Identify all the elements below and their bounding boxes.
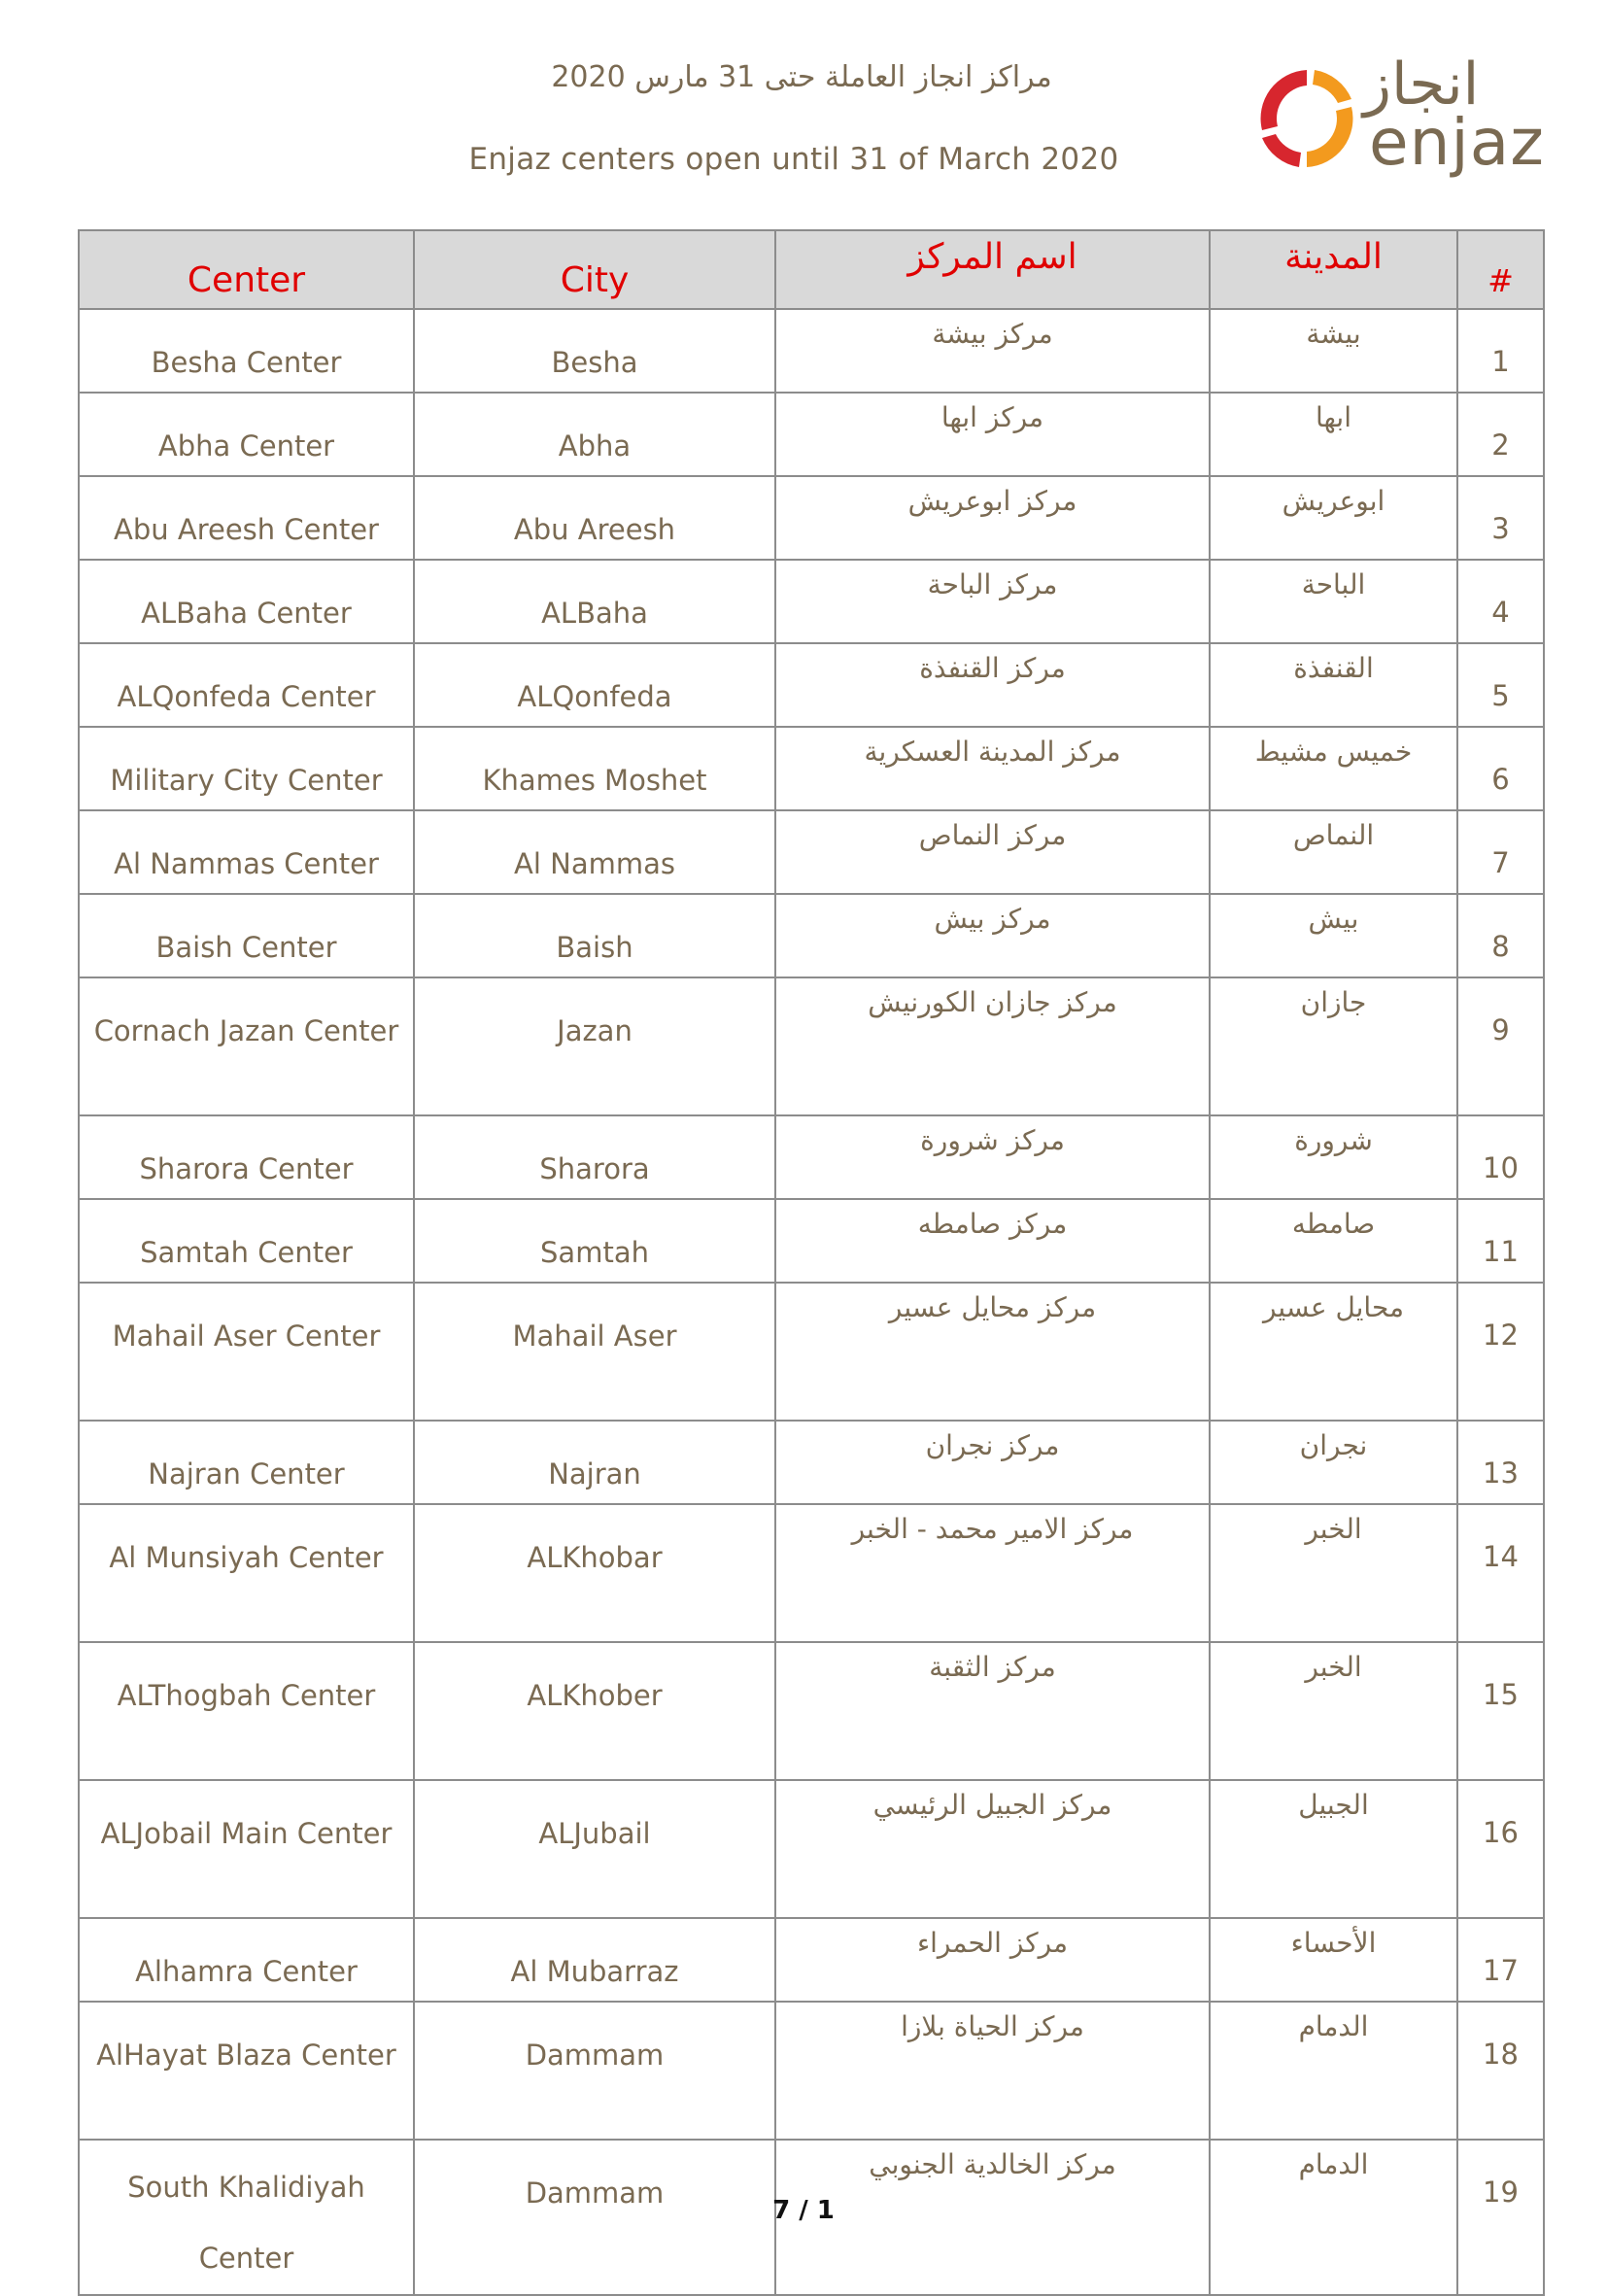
- table-row: [79, 977, 1544, 1115]
- cell-city-arabic: بيشة: [1210, 309, 1457, 393]
- table-row: [79, 1780, 1544, 1918]
- cell-center-arabic: مركز الحمراء: [775, 1918, 1210, 2002]
- table-row: [79, 476, 1544, 560]
- logo-text-english: enjaz: [1369, 105, 1545, 180]
- table-row: [79, 393, 1544, 476]
- cell-number: 13: [1457, 1421, 1544, 1504]
- cell-center: South Khalidiyah Center: [79, 2140, 414, 2295]
- table-row: [79, 1918, 1544, 2002]
- cell-city: Jazan: [414, 977, 775, 1115]
- table-row: [79, 1642, 1544, 1780]
- cell-number: 17: [1457, 1918, 1544, 2002]
- cell-city-arabic: القنفذة: [1210, 643, 1457, 727]
- table-header-row: [79, 230, 1544, 309]
- header-city: City: [414, 230, 775, 309]
- cell-city-arabic: الدمام: [1210, 2002, 1457, 2140]
- table-row: [79, 1115, 1544, 1199]
- cell-city-arabic: ابوعريش: [1210, 476, 1457, 560]
- cell-city: ALJubail: [414, 1780, 775, 1918]
- cell-city: Sharora: [414, 1115, 775, 1199]
- cell-city-arabic: الخبر: [1210, 1504, 1457, 1642]
- cell-center-arabic: مركز المدينة العسكرية: [775, 727, 1210, 810]
- cell-number: 15: [1457, 1642, 1544, 1780]
- logo-text-arabic: انجاز: [1363, 51, 1480, 119]
- cell-center-arabic: مركز النماص: [775, 810, 1210, 894]
- cell-city-arabic: الدمام: [1210, 2140, 1457, 2295]
- cell-city-arabic: نجران: [1210, 1421, 1457, 1504]
- cell-city-arabic: الخبر: [1210, 1642, 1457, 1780]
- cell-center-arabic: مركز محايل عسير: [775, 1283, 1210, 1421]
- cell-number: 11: [1457, 1199, 1544, 1283]
- cell-center-arabic: مركز جازان الكورنيش: [775, 977, 1210, 1115]
- header-number: #: [1457, 230, 1544, 309]
- cell-number: 2: [1457, 393, 1544, 476]
- cell-number: 16: [1457, 1780, 1544, 1918]
- cell-center-arabic: مركز الجبيل الرئيسي: [775, 1780, 1210, 1918]
- cell-center-arabic: مركز نجران: [775, 1421, 1210, 1504]
- cell-city: ALKhobar: [414, 1504, 775, 1642]
- cell-city: Najran: [414, 1421, 775, 1504]
- cell-city-arabic: الجبيل: [1210, 1780, 1457, 1918]
- cell-city-arabic: صامطه: [1210, 1199, 1457, 1283]
- cell-center: Besha Center: [79, 309, 414, 393]
- cell-city-arabic: شرورة: [1210, 1115, 1457, 1199]
- cell-center: Mahail Aser Center: [79, 1283, 414, 1421]
- cell-center-arabic: مركز صامطه: [775, 1199, 1210, 1283]
- cell-number: 1: [1457, 309, 1544, 393]
- page-title-arabic: مراكز انجاز العاملة حتى 31 مارس 2020: [551, 60, 1052, 94]
- cell-city-arabic: محايل عسير: [1210, 1283, 1457, 1421]
- cell-number: 14: [1457, 1504, 1544, 1642]
- cell-center: Cornach Jazan Center: [79, 977, 414, 1115]
- cell-center-arabic: مركز ابها: [775, 393, 1210, 476]
- cell-center-arabic: مركز ابوعريش: [775, 476, 1210, 560]
- cell-city-arabic: جازان: [1210, 977, 1457, 1115]
- cell-center: ALBaha Center: [79, 560, 414, 643]
- cell-city: Besha: [414, 309, 775, 393]
- table-row: [79, 1199, 1544, 1283]
- cell-center-arabic: مركز القنفذة: [775, 643, 1210, 727]
- cell-center: Najran Center: [79, 1421, 414, 1504]
- cell-city-arabic: الأحساء: [1210, 1918, 1457, 2002]
- cell-number: 7: [1457, 810, 1544, 894]
- table-row: [79, 1283, 1544, 1421]
- page-number: 7 / 1: [772, 2196, 835, 2225]
- cell-city: ALKhober: [414, 1642, 775, 1780]
- table-row: [79, 1421, 1544, 1504]
- cell-city-arabic: النماص: [1210, 810, 1457, 894]
- cell-number: 10: [1457, 1115, 1544, 1199]
- cell-number: 4: [1457, 560, 1544, 643]
- cell-center: Samtah Center: [79, 1199, 414, 1283]
- table-row: [79, 727, 1544, 810]
- cell-center: Abu Areesh Center: [79, 476, 414, 560]
- header-center: Center: [79, 230, 414, 309]
- cell-city: Mahail Aser: [414, 1283, 775, 1421]
- cell-center-arabic: مركز بيش: [775, 894, 1210, 977]
- cell-city: Al Nammas: [414, 810, 775, 894]
- cell-city-arabic: بيش: [1210, 894, 1457, 977]
- cell-center-arabic: مركز الخالدية الجنوبي: [775, 2140, 1210, 2295]
- cell-number: 19: [1457, 2140, 1544, 2295]
- table-row: [79, 560, 1544, 643]
- cell-center: ALJobail Main Center: [79, 1780, 414, 1918]
- cell-center-arabic: مركز شرورة: [775, 1115, 1210, 1199]
- cell-center: ALQonfeda Center: [79, 643, 414, 727]
- cell-center: Alhamra Center: [79, 1918, 414, 2002]
- cell-center-arabic: مركز الحياة بلازا: [775, 2002, 1210, 2140]
- header-center-arabic: اسم المركز: [775, 230, 1210, 309]
- cell-center-arabic: مركز الباحة: [775, 560, 1210, 643]
- enjaz-logo: [1248, 51, 1552, 183]
- page-title-english: Enjaz centers open until 31 of March 2020: [468, 142, 1119, 177]
- cell-number: 12: [1457, 1283, 1544, 1421]
- cell-city: ALQonfeda: [414, 643, 775, 727]
- table-row: [79, 810, 1544, 894]
- cell-number: 5: [1457, 643, 1544, 727]
- table-row: [79, 2002, 1544, 2140]
- table-row: [79, 643, 1544, 727]
- cell-city: Al Mubarraz: [414, 1918, 775, 2002]
- cell-center: Sharora Center: [79, 1115, 414, 1199]
- cell-center: Abha Center: [79, 393, 414, 476]
- cell-number: 6: [1457, 727, 1544, 810]
- cell-center-arabic: مركز بيشة: [775, 309, 1210, 393]
- centers-table: [78, 229, 1545, 2296]
- enjaz-logo-icon: [1248, 60, 1365, 177]
- cell-center: ALThogbah Center: [79, 1642, 414, 1780]
- cell-number: 9: [1457, 977, 1544, 1115]
- cell-city: ALBaha: [414, 560, 775, 643]
- cell-city-arabic: خميس مشيط: [1210, 727, 1457, 810]
- cell-center-arabic: مركز الامير محمد - الخبر: [775, 1504, 1210, 1642]
- cell-city: Dammam: [414, 2140, 775, 2295]
- cell-city: Baish: [414, 894, 775, 977]
- cell-city: Abha: [414, 393, 775, 476]
- table-row: [79, 1504, 1544, 1642]
- cell-number: 3: [1457, 476, 1544, 560]
- cell-city: Samtah: [414, 1199, 775, 1283]
- cell-center-arabic: مركز الثقبة: [775, 1642, 1210, 1780]
- cell-city: Khames Moshet: [414, 727, 775, 810]
- cell-city-arabic: الباحة: [1210, 560, 1457, 643]
- cell-center: Al Munsiyah Center: [79, 1504, 414, 1642]
- cell-center: Military City Center: [79, 727, 414, 810]
- cell-city: Abu Areesh: [414, 476, 775, 560]
- cell-number: 8: [1457, 894, 1544, 977]
- cell-city-arabic: ابها: [1210, 393, 1457, 476]
- table-row: [79, 309, 1544, 393]
- cell-city: Dammam: [414, 2002, 775, 2140]
- table-row: [79, 894, 1544, 977]
- cell-center: AlHayat Blaza Center: [79, 2002, 414, 2140]
- header-city-arabic: المدينة: [1210, 230, 1457, 309]
- cell-center: Baish Center: [79, 894, 414, 977]
- cell-number: 18: [1457, 2002, 1544, 2140]
- cell-center: Al Nammas Center: [79, 810, 414, 894]
